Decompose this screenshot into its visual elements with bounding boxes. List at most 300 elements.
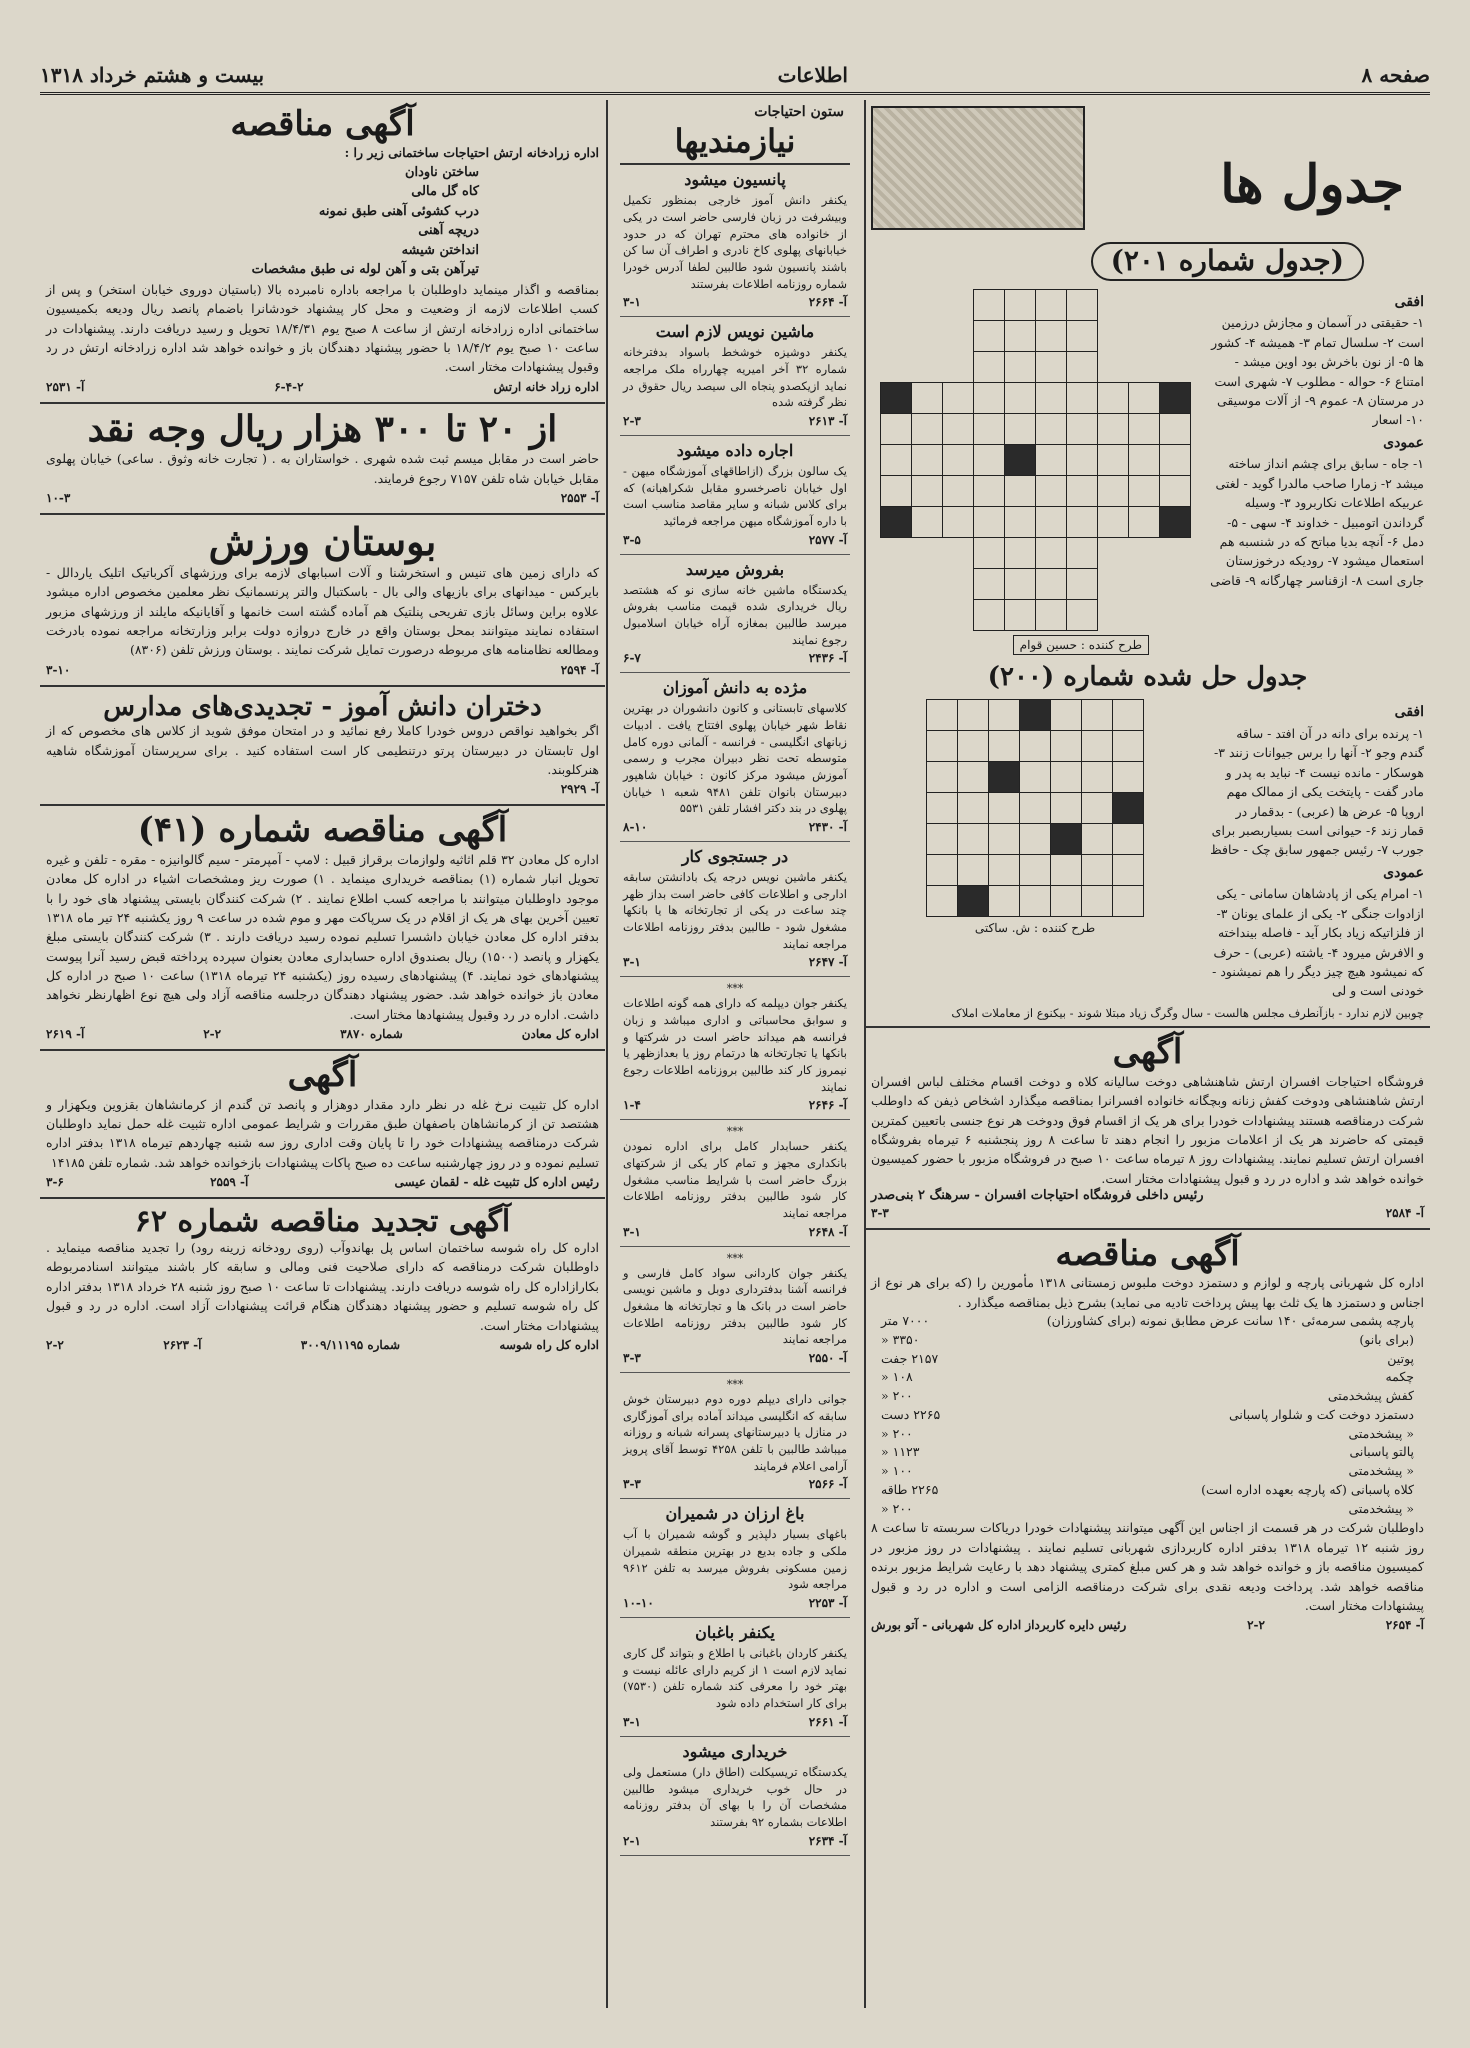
- classified-ref-line: [623, 651, 847, 665]
- grid-cell: [1159, 475, 1190, 506]
- grid-empty: [1128, 537, 1159, 568]
- grid-cell: [911, 475, 942, 506]
- grid-empty: [1128, 320, 1159, 351]
- tender-row-label: دستمزد دوخت کت و شلوار پاسبانی: [1228, 1406, 1414, 1422]
- tender-signature: رئیس دایره کاربرداز اداره کل شهربانی - آتو بورش: [871, 1618, 1127, 1633]
- sports-garden-ad: [40, 515, 605, 687]
- separator-stars: ***: [726, 1125, 744, 1139]
- grid-cell: [973, 413, 1004, 444]
- tender-ref-line: [46, 1338, 599, 1352]
- tender-row-label: پارچه پشمی سرمه‌ئی ۱۴۰ سانت عرض مطابق نمونه (برای کشاورزان): [1046, 1313, 1414, 1329]
- classifieds-title: نیازمندیها: [620, 124, 850, 165]
- grid-cell: [973, 320, 1004, 351]
- ad-ref-line: [46, 782, 599, 796]
- ad-code: ۱۰-۱۰: [623, 1596, 654, 1611]
- grid-cell: [1035, 320, 1066, 351]
- classified-ad: [620, 555, 850, 674]
- notice-ref-line: [46, 1175, 599, 1189]
- ad-ref: آ- ۲۶۱۹: [46, 1027, 85, 1042]
- ad-code: ۳-۱: [623, 295, 641, 310]
- grid-block-cell: [1020, 700, 1051, 731]
- ad-ref: آ- ۲۵۶۶: [808, 1477, 847, 1492]
- grid-cell: [942, 382, 973, 413]
- grid-cell: [958, 855, 989, 886]
- classified-body: یکنفر دانش آموز خارجی بمنظور تکمیل وبیشرفت در زبان فارسی حاضر است در یکی از خانواده های محترم تهران که در حدود خیابانهای پهلوی کاخ نادری و اطراف آن سا کن باشند پانسیون شود طالبین لطفا آدرس خودرا شماره روزنامه اطلاعات بفرستند: [623, 193, 847, 291]
- grid-cell: [1082, 855, 1113, 886]
- grid-empty: [942, 599, 973, 630]
- ad-code: ۲-۲: [1247, 1618, 1265, 1633]
- classified-body: یکنفر ماشین نویس درجه یک بادانشتن سابقه ادارجی و اطلاعات کافی حاضر است بداز ظهر چند ساعت در یکی از تجارتخانه ها یا بانکها مشغول شود - طالبین بدفتر روزنامه اطلاعات مراجعه نمایند: [623, 869, 847, 951]
- grid-cell: [911, 413, 942, 444]
- classifieds-column: [620, 100, 850, 2008]
- column-rule: [606, 100, 608, 2008]
- ad-ref: آ- ۲۵۵۰: [808, 1351, 847, 1366]
- grid-cell: [973, 568, 1004, 599]
- masthead: [40, 58, 1430, 95]
- grid-empty: [911, 289, 942, 320]
- grid-cell: [1128, 444, 1159, 475]
- grid-cell: [1004, 413, 1035, 444]
- grid-cell: [927, 731, 958, 762]
- classified-ref-line: [623, 1225, 847, 1239]
- tender-ref-line: [46, 380, 599, 394]
- ad-code: ۳-۶: [46, 1175, 64, 1190]
- puzzle-footnote: چوبین لازم ندارد - بازآنطرف مجلس هالست - سال وگرگ زیاد مبتلا شوند - بیکنوع از معاملات املاک: [951, 1005, 1424, 1020]
- ad-code: ۱-۴: [623, 1098, 641, 1113]
- mines-tender-41: [40, 806, 605, 1051]
- tender-row: [871, 1462, 1424, 1481]
- classified-body: باغهای بسیار دلپذیر و گوشه شمیران با آب ملکی و جاده بدیع در بهترین منطقه شمیران زمین مسکونی بفروش میرسد به تلفن ۹۶۱۲ مراجعه شود: [623, 1527, 847, 1592]
- grid-cell: [1113, 731, 1144, 762]
- tender-row: [871, 1387, 1424, 1406]
- grid-cell: [1035, 537, 1066, 568]
- crossword-grid: [880, 289, 1191, 631]
- grid-cell: [1082, 762, 1113, 793]
- grid-empty: [1128, 599, 1159, 630]
- grid-cell: [1004, 289, 1035, 320]
- grid-cell: [1035, 351, 1066, 382]
- ad-ref: آ- ۲۶۵۴: [1385, 1618, 1424, 1633]
- across-heading: افقی: [1394, 293, 1424, 310]
- grid-cell: [1004, 537, 1035, 568]
- grid-empty: [942, 351, 973, 382]
- page-number: صفحه ۸: [1361, 63, 1430, 87]
- classifieds-header: ستون احتیاجات: [754, 104, 844, 120]
- grid-cell: [1004, 320, 1035, 351]
- grid-block-cell: [1051, 824, 1082, 855]
- ad-code: ۸-۱۰: [623, 819, 648, 834]
- grid-cell: [911, 444, 942, 475]
- grid-empty: [1097, 599, 1128, 630]
- tender-row-value: ۷۰۰۰ متر: [881, 1313, 930, 1329]
- classified-ref-line: [623, 1477, 847, 1491]
- puzzle-201-designer: طرح کننده : حسین قوام: [1013, 635, 1149, 655]
- classified-ad: [620, 1499, 850, 1618]
- puzzle-201-clues: [1209, 289, 1424, 655]
- across-clues: ۱- حقیقتی در آسمان و مجازش درزمین است ۲- سلسال تمام ۳- همیشه ۴- کشور ها ۵- از نون باخرش بود اوین میشد - امتناع ۶- حواله - مطلوب ۷- شهری است در مرستان ۸- عموم ۹- از آلات موسیقی ۱۰- اسعار: [1211, 315, 1424, 428]
- grid-cell: [880, 413, 911, 444]
- tender-row-value: ۲۱۵۷ جفت: [881, 1350, 939, 1366]
- grid-empty: [880, 568, 911, 599]
- tender-item: تیرآهن بتی و آهن لوله نی طبق مشخصات: [251, 262, 479, 278]
- puzzle-200-clues: [1209, 699, 1424, 1000]
- ad-ref: آ- ۲۴۳۰: [808, 819, 847, 834]
- ad-code: ۳-۳: [871, 1206, 889, 1221]
- grid-cell: [1066, 506, 1097, 537]
- grid-empty: [911, 320, 942, 351]
- grid-cell: [973, 537, 1004, 568]
- grid-cell: [1004, 506, 1035, 537]
- grid-cell: [1035, 382, 1066, 413]
- grid-cell: [958, 824, 989, 855]
- ad-ref: آ- ۲۵۹۴: [560, 662, 599, 677]
- grid-cell: [927, 886, 958, 917]
- ad-code: ۲-۱: [623, 1833, 641, 1848]
- classified-ad: [620, 977, 850, 1120]
- grid-empty: [880, 599, 911, 630]
- grid-empty: [942, 320, 973, 351]
- grid-cell: [1051, 731, 1082, 762]
- grid-cell: [1113, 824, 1144, 855]
- grid-cell: [1035, 568, 1066, 599]
- down-clues: ۱- امرام یکی از پادشاهان سامانی - یکی ازادوات جنگی ۲- یکی از علمای یونان ۳- از فلزاتیکه زیاد بکار آید - فاصله بینداخته و الافرش میرود ۴- یاشته (عربی) - حرف که نمیشود هیچ چیز دیگر را هم نمیشنود - خودنی است و لی: [1212, 886, 1424, 999]
- tender-row-label: پالتو پاسبانی: [1349, 1444, 1414, 1460]
- tender-item: درب کشوئی آهنی طبق نمونه: [318, 203, 479, 219]
- grid-cell: [1051, 700, 1082, 731]
- notice-signature: رئیس اداره کل تثبیت غله - لقمان عیسی: [394, 1175, 599, 1190]
- ad-body: حاضر است در مقابل میسم ثبت شده شهری . خواستاران به . ( تجارت خانه وثوق . ساعی) خیابان پهلوی مقابل خیابان شاه تلفن ۷۱۵۷ رجوع فرمایند.: [46, 451, 599, 486]
- tender-row: [871, 1500, 1424, 1519]
- tender-row-label: کفش پیشخدمتی: [1327, 1388, 1414, 1404]
- ad-ref: آ- ۲۶۱۳: [808, 413, 847, 428]
- tender-row-label: « پیشخدمتی: [1348, 1463, 1414, 1479]
- grid-cell: [989, 793, 1020, 824]
- grid-cell: [927, 855, 958, 886]
- ad-code: ۲-۲: [46, 1337, 64, 1352]
- classified-ad: [620, 673, 850, 842]
- ad-code: ۶-۴-۲: [274, 379, 304, 394]
- tender-row-value: ۱۰۰ «: [881, 1463, 913, 1479]
- across-heading: افقی: [1394, 704, 1424, 721]
- grid-empty: [911, 537, 942, 568]
- grid-cell: [1082, 700, 1113, 731]
- grid-cell: [973, 351, 1004, 382]
- classified-ref-line: [623, 1098, 847, 1112]
- classified-title: بفروش میرسد: [685, 559, 785, 579]
- grid-cell: [973, 506, 1004, 537]
- tender-row-value: ۲۲۶۵ دست: [881, 1406, 941, 1422]
- classified-body: یکنفر حسابدار کامل برای اداره نمودن بانکداری مجهز و تمام کار یکی از شرکتهای بزرگ حاضر است با شرایط مناسب مشغول کار شود طالبین بدفتر روزنامه اطلاعات مراجعه نمایند: [623, 1139, 847, 1221]
- grid-empty: [1159, 351, 1190, 382]
- ad-title: بوستان ورزش: [208, 518, 437, 564]
- ad-ref: آ- ۲۵۵۹: [210, 1175, 249, 1190]
- solved-crossword-grid: [926, 699, 1144, 917]
- classified-ref-line: [623, 1715, 847, 1729]
- grid-cell: [1128, 382, 1159, 413]
- tender-row-label: « پیشخدمتی: [1348, 1425, 1414, 1441]
- ad-code: ۳-۱: [623, 1714, 641, 1729]
- grid-empty: [1097, 320, 1128, 351]
- ad-code: ۳-۱۰: [46, 662, 71, 677]
- right-column: [865, 100, 1430, 2008]
- tender-ref-line: [871, 1618, 1424, 1632]
- puzzle-200-designer: طرح کننده : ش. ساکتی: [974, 921, 1096, 936]
- ad-code: ۳-۱: [623, 1224, 641, 1239]
- grid-cell: [1051, 886, 1082, 917]
- ad-ref: آ- ۲۶۴۸: [808, 1224, 847, 1239]
- notice-ref-line: [871, 1206, 1424, 1220]
- classified-title: پانسیون میشود: [684, 170, 786, 190]
- grid-empty: [1097, 568, 1128, 599]
- tender-row-value: ۲۲۶۵ طاقه: [881, 1481, 939, 1497]
- officers-store-notice: [865, 1028, 1430, 1230]
- classified-ref-line: [623, 820, 847, 834]
- down-clues: ۱- جاه - سابق برای چشم انداز ساخته میشد ۲- زمارا صاحب مالدرا گوید - لغتی عربیکه اطلاعات نکاربرود ۳- وسیله گرداندن اتومبیل - خداوند ۴- سهی - ۵- دمل ۶- آنچه بدیا مباتح که در شنسبه هم استعمال میشود ۷- رودیکه درخوزستان جاری است ۸- ازقناسر چهارگانه ۹- قاضی: [1210, 456, 1424, 588]
- tender-row-value: ۳۳۵۰ «: [881, 1331, 920, 1347]
- across-clues: ۱- پرنده برای دانه در آن افتد - ساقه گندم وجو ۲- آنها را برس جیوانات زنند ۳- هوسکار - مانده نیست ۴- نباید به پدر و مادر گفت - پایتخت یکی از ممالک مهم اروپا ۵- عرض ها (عربی) - بدقمار در قمار زند ۶- حیوانی است بسیاربصبر برای جورب ۷- رئیس جمهور سابق چک - حافظ: [1210, 726, 1424, 858]
- separator-stars: ***: [726, 1378, 744, 1392]
- classified-ref-line: [623, 955, 847, 969]
- grid-cell: [942, 413, 973, 444]
- arsenal-tender: [40, 100, 605, 404]
- grid-cell: [1066, 475, 1097, 506]
- notice-title: آگهی: [1112, 1032, 1183, 1073]
- classified-ref-line: [623, 533, 847, 547]
- grid-cell: [880, 444, 911, 475]
- tender-body: اداره کل معادن ۳۲ قلم اثاثیه ولوازمات برقراز قبیل : لامپ - آمپرمتر - سیم گالوانیزه - مقره - تلفن و غیره تحویل انبار شماره (۱) بمناقصه خریداری مینماید . ۱) صورت ریز ومشخصات اشیاء در اداره کل معادن موجود داوطلبان میتوانند با مراجعه کسب اطلاع نمایند . ۲) شرکت کنندگان بایستی پیشنهاد های خود را با تعیین آخرین بهای هر یک از اقلام در یک سرپاکت مهر و موم شده در ساعت ۹ روز یکشنبه ۲۴ تیر ماه ۱۳۱۸ بدفتر اداره کل معادن خیابان داشسرا تسلیم نموده رسید دریافت دارند . ۳) شرکت کنندگان بایستی مبلغ یکهزار و پانصد (۱۵۰۰) ریال بصندوق اداره حسابداری معادن بعنوان سپرده پرداخته قبض رسید آنرا پیوست پیشنهادهای خود نمایند. ۴) پیشنهادهای رسیده روز (یکشنبه ۲۴ تیرماه ۱۳۱۸) ساعت ۱۰ صبح در اداره کل معادن باز خوانده خواهد شد. حضور پیشنهاد دهندگان درجلسه مناقصه آزاد ولی هیچ نوع اظهارنظر نخواهد داشت. اداره در رد وقبول پیشنهادها مختار است.: [46, 851, 600, 1022]
- tender-signature: اداره کل معادن: [521, 1027, 599, 1042]
- grid-cell: [1051, 793, 1082, 824]
- grid-cell: [1035, 475, 1066, 506]
- grid-empty: [1128, 289, 1159, 320]
- classified-ad: [620, 436, 850, 555]
- grid-cell: [1066, 599, 1097, 630]
- tender-body: اداره کل راه شوسه ساختمان اساس پل بهاندوآب (روی رودخانه زرینه رود) را تجدید مناقصه مینماید . داوطلبان شرکت درمناقصه که دارای صلاحیت فنی ومالی و سابقه کار باشند میتوانند اسنادمربوطه بکارازاداره کل راه شوسه دریافت دارند. پیشنهادات تا ساعت ۱۰ صبح روز شنبه ۲۸ خرداد ۱۳۱۸ بدفتر اداره کل راه شوسه تسلیم و حضور پیشنهاد دهندگان هنگام قرائت پیشنهادات آزاد است. اداره در رد و قبول پیشنهادات مختار است.: [46, 1240, 599, 1333]
- puzzle-title: جدول ها: [1220, 154, 1404, 215]
- roads-tender-62: [40, 1199, 605, 1360]
- tender-row: [871, 1350, 1424, 1369]
- puzzle-200-title: جدول حل شده شماره (۲۰۰): [987, 661, 1308, 692]
- notice-title: آگهی: [287, 1055, 358, 1096]
- ad-code: ۲-۳: [623, 413, 641, 428]
- tender-row-label: (برای بانو): [1359, 1331, 1414, 1347]
- tender-row: [871, 1406, 1424, 1425]
- grid-cell: [1113, 700, 1144, 731]
- classified-ad: [620, 317, 850, 436]
- ad-code: ۳-۵: [623, 532, 641, 547]
- grid-cell: [1020, 824, 1051, 855]
- grid-cell: [989, 731, 1020, 762]
- tender-title: آگهی مناقصه: [1055, 1234, 1240, 1275]
- grid-empty: [1097, 537, 1128, 568]
- ad-ref: آ- ۲۶۶۱: [808, 1714, 847, 1729]
- grid-empty: [1159, 568, 1190, 599]
- issue-date: بیست و هشتم خرداد ۱۳۱۸: [40, 63, 265, 87]
- grid-cell: [942, 506, 973, 537]
- grid-cell: [1097, 475, 1128, 506]
- grid-cell: [973, 444, 1004, 475]
- tender-title: آگهی مناقصه شماره (۴۱): [137, 810, 508, 851]
- tender-signature: اداره کل راه شوسه: [499, 1337, 599, 1352]
- grid-cell: [1082, 886, 1113, 917]
- tender-item: ساختن ناودان: [404, 164, 479, 180]
- grid-cell: [989, 855, 1020, 886]
- tender-row-value: ۱۱۲۳ «: [881, 1444, 920, 1460]
- grid-cell: [1020, 762, 1051, 793]
- classified-title: یکنفر باغبان: [695, 1623, 775, 1643]
- puzzle-section: [865, 100, 1430, 1028]
- notice-body: اداره کل تثبیت نرخ غله در نظر دارد مقدار دوهزار و پانصد تن گندم از کرمانشاهان بقزوین ویکهزار و هشتصد تن از کرمانشاهان باصفهان طبق مقررات و شرایط عمومی اداره تثبیت غله حمل نماید داوطلبان شرکت درمناقصه پیشنهادات خود را تا پایان وقت اداری روز سه شنبه چهاردهم تیرماه ۱۳۱۸ بدفتر اداره تسلیم نموده و در روز چهارشنبه ساعت ده صبح پاکات پیشنهادات بازخوانده خواهد شد. شماره تلفن ۱۴۱۸۵: [46, 1096, 600, 1170]
- grid-cell: [1097, 382, 1128, 413]
- grid-cell: [1035, 444, 1066, 475]
- classified-title: در جستجوی کار: [681, 846, 789, 866]
- grid-cell: [958, 731, 989, 762]
- tender-item: کاه گل مالی: [411, 184, 479, 200]
- ad-ref: آ- ۲۶۶۴: [808, 295, 847, 310]
- grid-cell: [1113, 855, 1144, 886]
- grid-cell: [1035, 413, 1066, 444]
- tender-row-value: ۲۰۰ «: [881, 1388, 913, 1404]
- grid-cell: [1159, 413, 1190, 444]
- tender-ref-line: [46, 1027, 599, 1041]
- ad-ref: آ- ۲۵۸۴: [1385, 1206, 1424, 1221]
- puzzle-illustration: [871, 106, 1085, 230]
- grid-cell: [973, 475, 1004, 506]
- classified-ad: [620, 1247, 850, 1373]
- grain-notice: [40, 1051, 605, 1199]
- grid-cell: [1020, 731, 1051, 762]
- grid-cell: [942, 444, 973, 475]
- grid-cell: [973, 382, 1004, 413]
- grid-cell: [927, 762, 958, 793]
- grid-cell: [1020, 886, 1051, 917]
- tender-row-value: ۲۰۰ «: [881, 1425, 913, 1441]
- grid-cell: [1066, 568, 1097, 599]
- cash-loan-ad: [40, 404, 605, 515]
- grid-cell: [1004, 568, 1035, 599]
- ad-code: ۳-۳: [623, 1477, 641, 1492]
- tender-body: داوطلبان شرکت در هر قسمت از اجناس این آگهی میتوانند پیشنهادات خودرا دریاکات سربسته تا ساعت ۸ روز شنبه ۱۲ تیرماه ۱۳۱۸ بدفتر اداره کاربردازی شهربانی تسلیم نمایند . پیشنهادات در روز مزبور در کمیسیون مناقصه باز و خوانده خواهد شد و هر کس مبلغ کمتری پیشنهاد دهد با رعایت شرایط مزبور برنده مناقصه خواهد شد. پرداخت ودیعه نقدی برای شرکت درمناقصه الزامی است و اداره در رد و قبول پیشنهادات مختار است.: [871, 1520, 1425, 1613]
- grid-empty: [911, 351, 942, 382]
- grid-block-cell: [1004, 444, 1035, 475]
- classified-body: یکنفر جوان کاردانی سواد کامل فارسی و فرانسه آشنا بدفترداری دوبل و ماشین نویسی حاضر است در بانک ها و تجارتخانه ها مشغول کار شود طالبین بدفتر روزنامه اطلاعات مراجعه نمایند: [623, 1265, 847, 1347]
- grid-block-cell: [989, 762, 1020, 793]
- ad-code: ۳-۱: [623, 955, 641, 970]
- grid-cell: [1128, 413, 1159, 444]
- classified-ad: [620, 1618, 850, 1737]
- tender-row-label: پوتین: [1387, 1350, 1414, 1366]
- police-tender: [865, 1230, 1430, 1640]
- grid-empty: [942, 537, 973, 568]
- ad-ref: آ- ۲۵۵۳: [560, 490, 599, 505]
- grid-cell: [1051, 762, 1082, 793]
- ad-body: که دارای زمین های تنیس و استخرشنا و آلات اسبابهای لازمه برای ورزشهای آکرباتیک اتلیک یاردالل - بایرکس - میدانهای برای بازیهای والی بال - باسکتبال والتر پرنسمانیک نظر معلمین مخصوص اداره میشود علاوه براین وسائل بازی تفریحی پنلتیک هم آماده گشته است خانمها و آقایانیکه مایلند از ورزشهای مزبور استفاده نمایند میتوانند بمحل بوستان واقع در خارج دروازه دولت برابر وزارتخانه مراجعه نموده بادرخت ومطالعه نظامنامه های مربوطه درصورت تمایل شرکت نمایند . بوستان ورزش تلفن (۸۳۰۶): [46, 564, 599, 658]
- grid-cell: [973, 289, 1004, 320]
- tender-items: [46, 163, 599, 280]
- grid-cell: [1066, 537, 1097, 568]
- grid-cell: [1035, 599, 1066, 630]
- ad-ref: آ- ۲۴۳۶: [808, 651, 847, 666]
- grid-cell: [1066, 413, 1097, 444]
- separator-stars: ***: [726, 982, 744, 996]
- ad-ref: آ- ۲۶۴۷: [808, 955, 847, 970]
- grid-cell: [942, 475, 973, 506]
- classified-title: اجاره داده میشود: [676, 440, 794, 460]
- classified-ad: [620, 1120, 850, 1246]
- tender-signature: اداره زراد خانه ارتش: [493, 379, 599, 394]
- classified-title: خریداری میشود: [682, 1741, 788, 1761]
- tender-row-value: ۲۰۰ «: [881, 1500, 913, 1516]
- classified-title: ماشین نویس لازم است: [655, 322, 815, 342]
- tender-row: [871, 1425, 1424, 1444]
- tender-row: [871, 1312, 1424, 1331]
- grid-cell: [1066, 289, 1097, 320]
- grid-cell: [927, 700, 958, 731]
- ad-code: ۶-۷: [623, 651, 641, 666]
- tender-row-label: « پیشخدمتی: [1348, 1500, 1414, 1516]
- grid-cell: [1128, 475, 1159, 506]
- ad-code: ۱۰-۳: [46, 490, 71, 505]
- ad-ref: آ- ۲۶۳۴: [808, 1833, 847, 1848]
- grid-cell: [927, 824, 958, 855]
- tender-intro: اداره زرادخانه ارتش احتیاجات ساختمانی زیر را :: [344, 145, 599, 161]
- tender-row-label: کلاه پاسبانی (که پارچه بعهده اداره است): [1201, 1481, 1414, 1497]
- classified-ad: [620, 842, 850, 977]
- classified-body: جوانی دارای دیپلم دوره دوم دبیرستان خوش سابقه که انگلیسی میداند آماده برای آموزگاری در منازل یا دبیرستانهای پسرانه شبانه و روزانه میباشد طالبین با تلفن ۴۲۵۸ توسط آقای پرویز آرامی اعلام فرمایند: [623, 1392, 847, 1473]
- grid-cell: [1128, 506, 1159, 537]
- grid-empty: [1128, 351, 1159, 382]
- classified-body: یکنفر کاردان باغبانی با اطلاع و بتواند گل کاری نماید لازم است ۱ از کریم دارای عائله نیست و بهتر خود را معرفی کند شماره تلفن (۷۵۳۰) برای کار استخدام داده شود: [623, 1646, 847, 1711]
- grid-block-cell: [880, 506, 911, 537]
- classified-ref-line: [623, 1596, 847, 1610]
- grid-cell: [1066, 382, 1097, 413]
- separator-stars: ***: [726, 1251, 744, 1265]
- grid-cell: [1020, 793, 1051, 824]
- grid-cell: [1066, 351, 1097, 382]
- puzzle-200-grid: [871, 699, 1199, 1000]
- tender-row-label: چکمه: [1385, 1369, 1414, 1385]
- grid-empty: [1159, 289, 1190, 320]
- ad-ref: آ- ۲۵۷۷: [808, 532, 847, 547]
- tender-row: [871, 1368, 1424, 1387]
- classified-ref-line: [623, 295, 847, 309]
- ad-title: از ۲۰ تا ۳۰۰ هزار ریال وجه نقد: [87, 407, 558, 450]
- grid-block-cell: [880, 382, 911, 413]
- classified-body: یک سالون بزرگ (ازاطاقهای آموزشگاه میهن - اول خیابان ناصرخسرو مقابل شکراهبانه) که برای کلاس شبانه و سایر مقاصد مناسب است با داره آموزشگاه میهن مراجعه فرمائید: [623, 463, 847, 528]
- grid-cell: [1082, 793, 1113, 824]
- puzzle-201-grid: [871, 289, 1199, 655]
- grid-empty: [1159, 537, 1190, 568]
- ad-ref: آ- ۲۲۵۳: [808, 1596, 847, 1611]
- notice-body: فروشگاه احتیاجات افسران ارتش شاهنشاهی دوخت سالیانه کلاه و دوخت اقسام مختلف لباس افسران ارتش شاهنشاهی ودوخت کفش زنانه وبچگانه خانواده افسرانرا بمناقصه میگذارد اشخاص ذیفن که داوطلب شرکت درمناقصه هستند پیشنهادات خودرا برای هر یک از اقسام فوق ودوخت هر نوع جنسی باتعیین کمترین قیمتی که حاضرند هر یک از اعلامات مزبور را انجام دهند تا ساعت ۸ روز پنجشنبه ۶ تیرماه بفروشگاه افسران ارتش تسلیم نمایند. پیشنهادات روز ۸ تیرماه ساعت ۱۰ صبح در فروشگاه مزبور با حضور کمیسیون خوانده خواهد شد و اداره در رد و قبول پیشنهادات مختار است.: [871, 1073, 1424, 1186]
- grid-cell: [1113, 886, 1144, 917]
- grid-block-cell: [1159, 382, 1190, 413]
- classified-ref-line: [623, 1351, 847, 1365]
- tender-item: دریچه آهنی: [418, 223, 479, 239]
- classified-body: یکنفر جوان دیپلمه که دارای همه گونه اطلاعات و سوابق محاسباتی و اداری میباشد و زبان فرانسه هم میداند حاضر است در شرکتها و بانکها یا تجارتخانه ها درتمام روز یا بعدازظهر یا نیمروز کار کند طالبین بروزنامه اطلاعات رجوع نمایند: [623, 996, 847, 1094]
- grid-cell: [1097, 506, 1128, 537]
- classified-body: کلاسهای تابستانی و کانون دانشوران در بهترین نقاط شهر خیابان پهلوی افتتاح یافت . ادبیات زبانهای انگلیسی - فرانسه - آلمانی دوره کامل متوسطه تحت نظر دبیران مجرب و رسمی آموزش میشود مرکز کانون : خیابان شاهپور دبیرستان بانوان تلفن ۹۴۸۱ شعبه ۱ خیابان پهلوی در بند دکتر افشار تلفن ۵۵۳۱: [623, 701, 847, 816]
- grid-cell: [1082, 731, 1113, 762]
- tender-item: انداختن شیشه: [401, 242, 479, 258]
- grid-cell: [1035, 506, 1066, 537]
- classified-ad: [620, 165, 850, 317]
- grid-cell: [958, 793, 989, 824]
- ad-code: ۲-۲: [203, 1027, 222, 1042]
- ad-ref-line: [46, 491, 599, 505]
- ad-body: اگر بخواهید نواقص دروس خودرا کاملا رفع نمائید و در امتحان موفق شوید از کلاس های مخصوص که از اول تابستان در دبیرستان پرتو درتنطیمی کار است استفاده کنید . برای سرپرستان آموزشگاه شاهیه هنرکلوبند.: [46, 723, 599, 777]
- classified-body: یکدستگاه تریسیکلت (اطاق دار) مستعمل ولی در حال خوب خریداری میشود طالبین مشخصات آن را با بهای آن بدفتر روزنامه اطلاعات بشماره ۹۲ بفرستند: [623, 1764, 847, 1829]
